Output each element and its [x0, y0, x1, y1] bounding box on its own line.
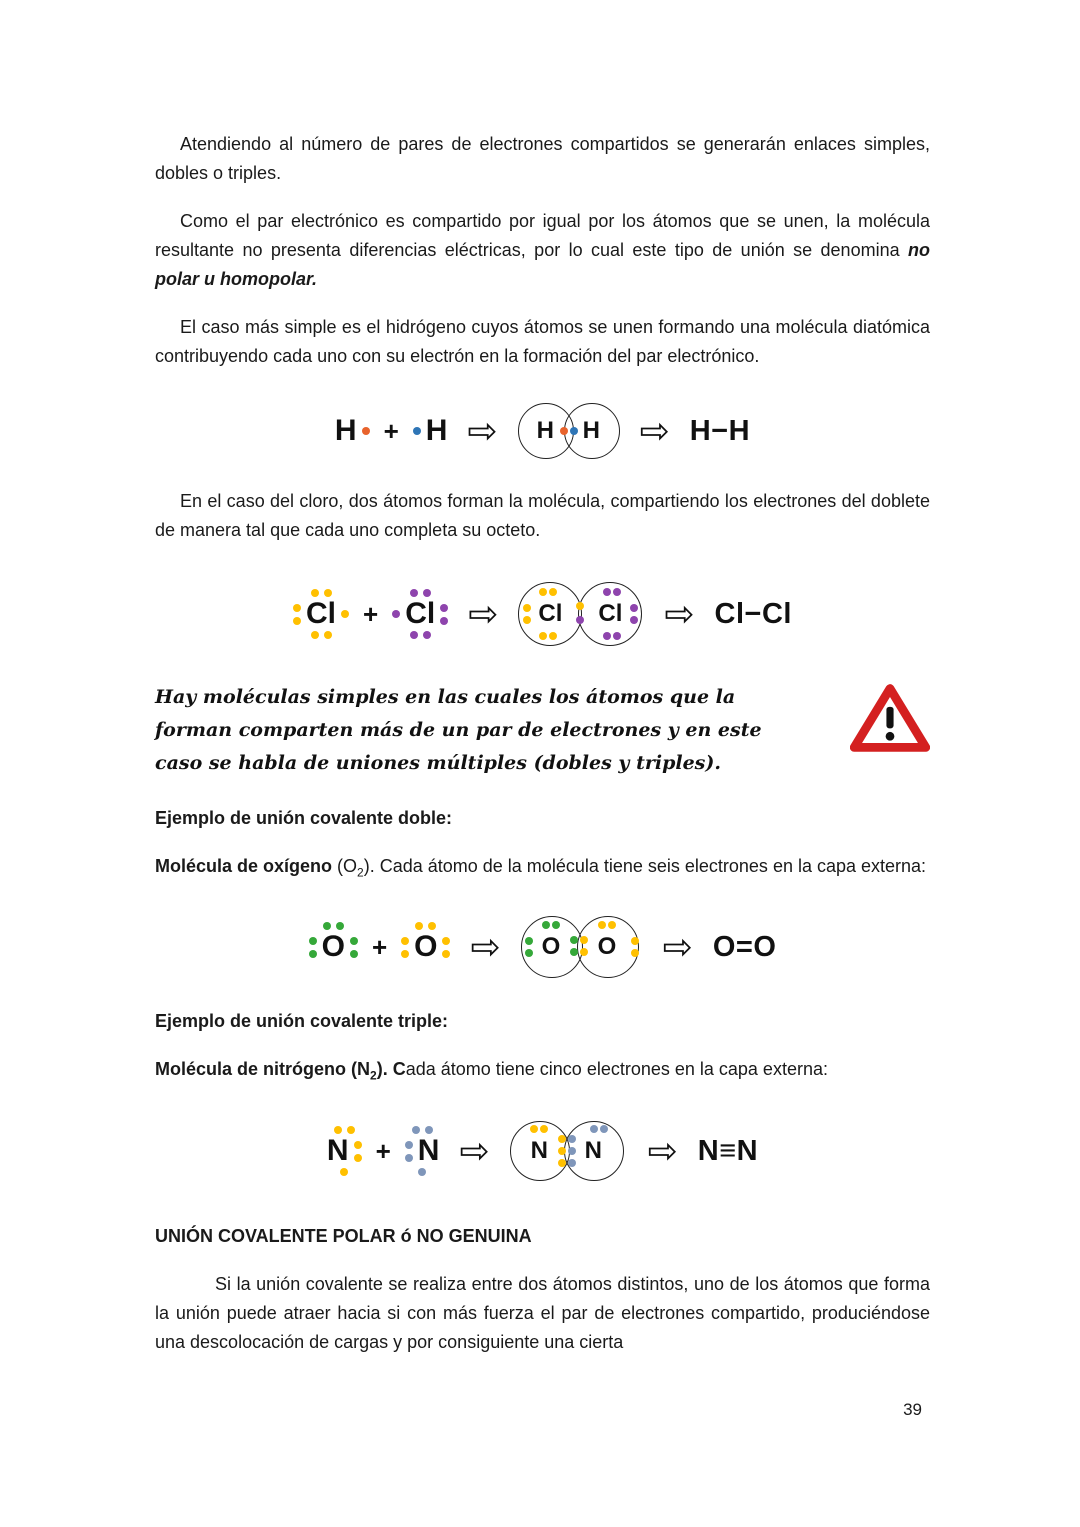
electron-dot: [598, 921, 606, 929]
h2-molecule: [518, 401, 620, 461]
nitrogen-bold-label: [155, 1059, 406, 1083]
electron-dot: [410, 631, 418, 639]
electron-dot: [293, 604, 301, 612]
subscript: 2: [357, 865, 364, 880]
electron-dot: [350, 950, 358, 958]
electron-dot: [568, 1147, 576, 1155]
electron-dot: [542, 921, 550, 929]
bond-formula: Cl−Cl: [714, 597, 792, 630]
arrow-icon: ⇨: [647, 1130, 678, 1171]
arrow-icon: ⇨: [467, 410, 498, 451]
atom-symbol: N: [530, 1137, 548, 1164]
atom-symbol: O: [541, 933, 561, 960]
electron-dot: [540, 1125, 548, 1133]
electron-dot: [580, 936, 588, 944]
paragraph-text: ). Cada átomo de la molécula tiene seis electrones en la capa externa:: [363, 856, 927, 876]
atom-symbol: N: [417, 1134, 440, 1167]
bond-formula: H−H: [689, 414, 751, 447]
electron-dot: [341, 610, 349, 618]
arrow-icon: ⇨: [662, 926, 693, 967]
electron-dot: [568, 1135, 576, 1143]
electron-dot: [293, 617, 301, 625]
electron-dot: [401, 950, 409, 958]
electron-dot: [311, 589, 319, 597]
electron-dot: [560, 427, 568, 435]
atom-symbol: O: [321, 930, 345, 963]
electron-dot: [324, 631, 332, 639]
paragraph-text: En el caso del cloro, dos átomos forman la molécula, compartiendo los electrones del doblete de manera tal que cada uno completa su octeto.: [155, 491, 930, 540]
arrow-icon: ⇨: [639, 410, 670, 451]
electron-dot: [440, 604, 448, 612]
warning-triangle-icon: [850, 683, 930, 753]
plus-sign: +: [363, 598, 379, 629]
electron-dot: [558, 1147, 566, 1155]
electron-dot: [323, 922, 331, 930]
electron-dot: [362, 427, 370, 435]
electron-dot: [324, 589, 332, 597]
paragraph-text: ). C: [376, 1059, 406, 1079]
electron-dot: [412, 1126, 420, 1134]
heading-union-polar: UNIÓN COVALENTE POLAR ó NO GENUINA: [155, 1226, 532, 1246]
electron-dot: [570, 427, 578, 435]
heading-example-triple: Ejemplo de unión covalente triple:: [155, 1011, 449, 1031]
plus-sign: +: [371, 931, 388, 962]
atom-symbol: H: [582, 417, 600, 444]
electron-dot: [309, 937, 317, 945]
note-block: [155, 681, 930, 780]
paragraph-oxygen: [155, 852, 930, 881]
electron-dot: [354, 1154, 362, 1162]
paragraph-text: Si la unión covalente se realiza entre dos átomos distintos, uno de los átomos que forma la unión puede atraer hacia si con más fuerza el par de electrones compartido, produciéndose una descolocación de cargas y por consiguiente una cierta: [155, 1274, 930, 1352]
electron-dot: [392, 610, 400, 618]
paragraph-text: Atendiendo al número de pares de electrones compartidos se generarán enlaces simples, dobles o triples.: [155, 134, 930, 183]
atom-symbol: Cl: [598, 600, 623, 627]
electron-dot: [580, 948, 588, 956]
oxygen-bond-diagram: [155, 909, 930, 985]
electron-dot: [423, 589, 431, 597]
electron-dot: [415, 922, 423, 930]
lewis-atom-n-left: [327, 1124, 362, 1178]
electron-dot: [350, 937, 358, 945]
electron-dot: [410, 589, 418, 597]
plus-sign: +: [383, 415, 399, 446]
atom-symbol: H: [334, 414, 357, 447]
electron-dot: [525, 949, 533, 957]
electron-dot: [336, 922, 344, 930]
electron-dot: [340, 1168, 348, 1176]
electron-dot: [418, 1168, 426, 1176]
paragraph-chlorine: [155, 487, 930, 545]
lewis-atom-o-right: [401, 920, 450, 974]
hydrogen-bond-diagram: [155, 401, 930, 461]
paragraph-text: (O: [332, 856, 358, 876]
lewis-atom-o-left: [309, 920, 358, 974]
arrow-icon: ⇨: [470, 926, 501, 967]
electron-dot: [442, 950, 450, 958]
paragraph-no-polar: [155, 207, 930, 294]
electron-dot: [442, 937, 450, 945]
plus-sign: +: [375, 1135, 391, 1166]
atom-symbol: Cl: [405, 597, 436, 630]
electron-dot: [530, 1125, 538, 1133]
note-text: Hay moléculas simples en las cuales los átomos que la forman comparten más de un par de electrones y en este caso se habla de uniones múltiples (dobles y triples).: [155, 686, 762, 774]
paragraph-hydrogen: [155, 313, 930, 371]
bond-formula: N≡N: [697, 1134, 759, 1167]
electron-dot: [401, 937, 409, 945]
electron-dot: [440, 617, 448, 625]
electron-dot: [568, 1159, 576, 1167]
page-number: 39: [903, 1400, 922, 1419]
atom-symbol: O: [414, 930, 438, 963]
electron-dot: [558, 1159, 566, 1167]
electron-dot: [570, 936, 578, 944]
electron-dot: [570, 948, 578, 956]
arrow-icon: ⇨: [664, 593, 695, 634]
o2-molecule: [521, 909, 643, 985]
oxygen-bold-label: Molécula de oxígeno: [155, 856, 333, 876]
electron-dot: [590, 1125, 598, 1133]
chlorine-bond-diagram: [155, 575, 930, 653]
electron-dot: [309, 950, 317, 958]
paragraph-text: ada átomo tiene cinco electrones en la capa externa:: [405, 1059, 828, 1079]
atom-symbol: Cl: [306, 597, 337, 630]
lewis-atom-cl-left: [293, 587, 349, 641]
paragraph-intro: [155, 130, 930, 188]
electron-dot: [428, 922, 436, 930]
n2-molecule: [510, 1114, 628, 1188]
heading-example-double: Ejemplo de unión covalente doble:: [155, 808, 453, 828]
nitrogen-bond-diagram: [155, 1114, 930, 1188]
electron-dot: [347, 1126, 355, 1134]
atom-symbol: H: [425, 414, 448, 447]
electron-dot: [311, 631, 319, 639]
electron-dot: [631, 937, 639, 945]
warning-icon: [850, 681, 930, 758]
electron-dot: [552, 921, 560, 929]
electron-dot: [600, 1125, 608, 1133]
lewis-atom-n-right: [405, 1124, 440, 1178]
paragraph-polar: [155, 1270, 930, 1357]
electron-dot: [405, 1141, 413, 1149]
emphasis-no-polar: no polar u homopolar.: [155, 240, 930, 289]
cl2-molecule: [518, 575, 644, 653]
electron-dot: [423, 631, 431, 639]
electron-dot: [405, 1154, 413, 1162]
paragraph-text: Como el par electrónico es compartido por igual por los átomos que se unen, la molécula resultante no presenta diferencias eléctricas, por lo cual este tipo de unión se denomina: [155, 211, 930, 260]
atom-symbol: O: [597, 933, 617, 960]
atom-symbol: Cl: [538, 600, 563, 627]
paragraph-text: El caso más simple es el hidrógeno cuyos átomos se unen formando una molécula diatómica contribuyendo cada uno con su electrón en la formación del par electrónico.: [155, 317, 930, 366]
arrow-icon: ⇨: [468, 593, 499, 634]
electron-dot: [334, 1126, 342, 1134]
electron-dot: [413, 427, 421, 435]
electron-dot: [354, 1141, 362, 1149]
electron-dot: [608, 921, 616, 929]
lewis-atom-h-right: [413, 416, 448, 446]
arrow-icon: ⇨: [459, 1130, 490, 1171]
atom-symbol: H: [536, 417, 554, 444]
lewis-atom-cl-right: [392, 587, 448, 641]
lewis-atom-h-left: [335, 416, 370, 446]
electron-dot: [558, 1135, 566, 1143]
electron-dot: [425, 1126, 433, 1134]
paragraph-text: Molécula de nitrógeno (N: [155, 1059, 371, 1079]
electron-dot: [631, 949, 639, 957]
electron-dot: [525, 937, 533, 945]
paragraph-nitrogen: [155, 1055, 930, 1084]
atom-symbol: N: [326, 1134, 349, 1167]
subscript: 2: [370, 1068, 377, 1083]
atom-symbol: N: [584, 1137, 602, 1164]
bond-formula: O=O: [712, 930, 777, 963]
